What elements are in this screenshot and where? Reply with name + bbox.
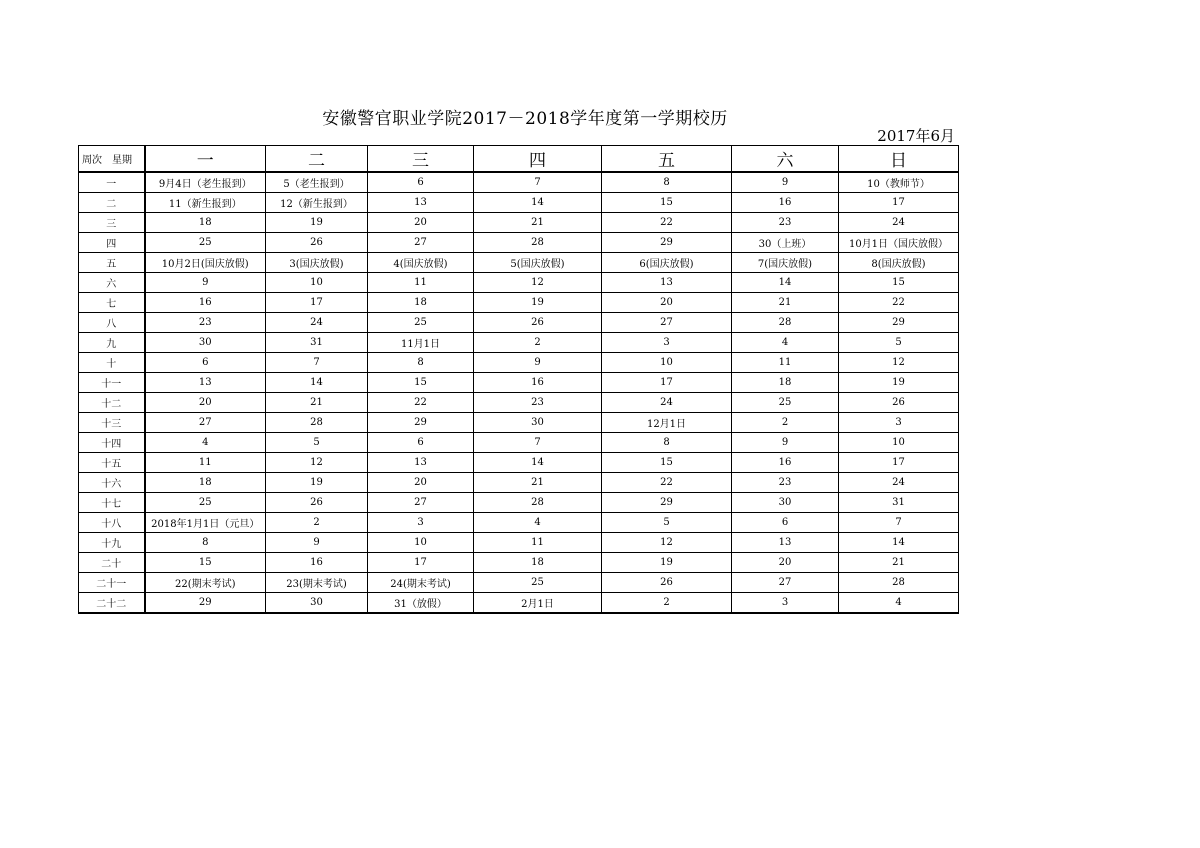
week-number: 十二: [79, 393, 145, 413]
date-cell: 30: [732, 493, 839, 513]
week-number: 八: [79, 313, 145, 333]
date-cell: 9: [474, 353, 602, 373]
date-cell: 2: [474, 333, 602, 353]
date-cell: 9: [266, 533, 368, 553]
date-cell: 10月1日（国庆放假）: [839, 233, 959, 253]
date-cell: 21: [474, 473, 602, 493]
date-cell: 29: [368, 413, 474, 433]
date-cell: 10月2日(国庆放假): [145, 253, 266, 273]
date-cell: 2月1日: [474, 593, 602, 614]
date-cell: 9: [145, 273, 266, 293]
week-number: 十: [79, 353, 145, 373]
date-cell: 18: [474, 553, 602, 573]
date-cell: 6: [368, 172, 474, 193]
date-cell: 16: [145, 293, 266, 313]
week-row: [79, 293, 959, 313]
week-number: 十四: [79, 433, 145, 453]
week-row: [79, 193, 959, 213]
date-cell: 15: [368, 373, 474, 393]
date-cell: 6: [145, 353, 266, 373]
date-cell: 21: [266, 393, 368, 413]
date-cell: 23: [732, 473, 839, 493]
date-cell: 12（新生报到）: [266, 193, 368, 213]
week-number: 十三: [79, 413, 145, 433]
date-cell: 19: [266, 473, 368, 493]
date-cell: 27: [602, 313, 732, 333]
date-cell: 5(国庆放假): [474, 253, 602, 273]
week-row: [79, 353, 959, 373]
date-cell: 30: [266, 593, 368, 614]
week-row: [79, 213, 959, 233]
date-cell: 28: [839, 573, 959, 593]
week-row: [79, 553, 959, 573]
date-cell: 26: [602, 573, 732, 593]
date-cell: 27: [368, 233, 474, 253]
date-cell: 25: [145, 493, 266, 513]
week-number: 二十一: [79, 573, 145, 593]
date-cell: 24: [839, 213, 959, 233]
date-cell: 2: [266, 513, 368, 533]
date-cell: 16: [732, 453, 839, 473]
date-cell: 8(国庆放假): [839, 253, 959, 273]
date-cell: 29: [145, 593, 266, 614]
day-header: 一: [145, 146, 266, 173]
date-cell: 8: [602, 172, 732, 193]
corner-header: 周次 星期: [79, 146, 145, 173]
date-cell: 23: [732, 213, 839, 233]
date-cell: 7(国庆放假): [732, 253, 839, 273]
date-cell: 3: [368, 513, 474, 533]
week-row: [79, 393, 959, 413]
date-cell: 4: [839, 593, 959, 614]
date-cell: 17: [839, 453, 959, 473]
date-cell: 29: [602, 233, 732, 253]
date-cell: 24: [839, 473, 959, 493]
date-cell: 23(期末考试): [266, 573, 368, 593]
date-cell: 13: [732, 533, 839, 553]
date-cell: 16: [732, 193, 839, 213]
week-number: 十九: [79, 533, 145, 553]
day-header: 日: [839, 146, 959, 173]
date-cell: 2018年1月1日（元旦）: [145, 513, 266, 533]
date-cell: 5: [602, 513, 732, 533]
date-cell: 7: [839, 513, 959, 533]
date-cell: 15: [602, 453, 732, 473]
day-header: 五: [602, 146, 732, 173]
date-cell: 17: [368, 553, 474, 573]
date-cell: 4: [732, 333, 839, 353]
date-cell: 3: [732, 593, 839, 614]
date-cell: 19: [602, 553, 732, 573]
week-row: [79, 533, 959, 553]
date-cell: 14: [474, 193, 602, 213]
date-cell: 25: [732, 393, 839, 413]
week-row: [79, 233, 959, 253]
date-cell: 30: [474, 413, 602, 433]
date-cell: 12月1日: [602, 413, 732, 433]
date-cell: 5: [266, 433, 368, 453]
date-cell: 24: [602, 393, 732, 413]
date-cell: 23: [145, 313, 266, 333]
date-cell: 11: [474, 533, 602, 553]
date-cell: 9: [732, 172, 839, 193]
date-cell: 22: [602, 473, 732, 493]
date-cell: 4: [474, 513, 602, 533]
date-cell: 31: [839, 493, 959, 513]
date-cell: 6: [368, 433, 474, 453]
date-cell: 4: [145, 433, 266, 453]
date-cell: 14: [266, 373, 368, 393]
date-cell: 11（新生报到）: [145, 193, 266, 213]
date-cell: 26: [266, 233, 368, 253]
date-cell: 26: [474, 313, 602, 333]
day-header: 三: [368, 146, 474, 173]
date-cell: 30: [145, 333, 266, 353]
week-row: [79, 313, 959, 333]
date-cell: 9: [732, 433, 839, 453]
date-cell: 18: [145, 213, 266, 233]
date-cell: 12: [474, 273, 602, 293]
date-cell: 10: [266, 273, 368, 293]
date-cell: 18: [732, 373, 839, 393]
week-number: 十五: [79, 453, 145, 473]
week-number: 十一: [79, 373, 145, 393]
date-cell: 3: [839, 413, 959, 433]
date-cell: 11: [145, 453, 266, 473]
date-cell: 22: [368, 393, 474, 413]
week-number: 六: [79, 273, 145, 293]
week-number: 十六: [79, 473, 145, 493]
date-cell: 26: [266, 493, 368, 513]
date-cell: 15: [145, 553, 266, 573]
week-number: 十八: [79, 513, 145, 533]
date-cell: 11: [368, 273, 474, 293]
header-row: [79, 146, 959, 173]
date-cell: 17: [602, 373, 732, 393]
date-cell: 10: [839, 433, 959, 453]
date-cell: 28: [266, 413, 368, 433]
date-cell: 21: [474, 213, 602, 233]
date-cell: 20: [368, 473, 474, 493]
date-cell: 15: [839, 273, 959, 293]
week-row: [79, 273, 959, 293]
week-number: 五: [79, 253, 145, 273]
week-row: [79, 593, 959, 614]
date-cell: 14: [474, 453, 602, 473]
date-cell: 19: [839, 373, 959, 393]
date-cell: 17: [839, 193, 959, 213]
date-cell: 22: [839, 293, 959, 313]
week-number: 一: [79, 172, 145, 193]
date-cell: 3(国庆放假): [266, 253, 368, 273]
date-cell: 5: [839, 333, 959, 353]
date-cell: 11月1日: [368, 333, 474, 353]
page-title: 安徽警官职业学院2017－2018学年度第一学期校历: [322, 109, 728, 129]
week-row: [79, 373, 959, 393]
date-cell: 14: [732, 273, 839, 293]
week-number: 九: [79, 333, 145, 353]
date-cell: 31: [266, 333, 368, 353]
date-cell: 18: [368, 293, 474, 313]
date-cell: 13: [368, 193, 474, 213]
date-cell: 7: [474, 433, 602, 453]
date-cell: 10: [368, 533, 474, 553]
date-cell: 13: [145, 373, 266, 393]
date-cell: 24: [266, 313, 368, 333]
date-cell: 21: [839, 553, 959, 573]
date-cell: 14: [839, 533, 959, 553]
date-cell: 29: [602, 493, 732, 513]
week-row: [79, 493, 959, 513]
week-row: [79, 433, 959, 453]
date-cell: 31（放假）: [368, 593, 474, 614]
week-row: [79, 253, 959, 273]
week-number: 三: [79, 213, 145, 233]
date-cell: 19: [266, 213, 368, 233]
date-cell: 10（教师节）: [839, 172, 959, 193]
date-cell: 3: [602, 333, 732, 353]
date-cell: 21: [732, 293, 839, 313]
week-row: [79, 172, 959, 193]
date-cell: 26: [839, 393, 959, 413]
date-cell: 29: [839, 313, 959, 333]
week-row: [79, 473, 959, 493]
day-header: 四: [474, 146, 602, 173]
date-cell: 16: [474, 373, 602, 393]
date-cell: 5（老生报到）: [266, 172, 368, 193]
week-number: 七: [79, 293, 145, 313]
week-number: 四: [79, 233, 145, 253]
date-cell: 2: [732, 413, 839, 433]
date-cell: 6: [732, 513, 839, 533]
date-cell: 27: [145, 413, 266, 433]
date-cell: 22(期末考试): [145, 573, 266, 593]
day-header: 六: [732, 146, 839, 173]
week-number: 二十二: [79, 593, 145, 614]
date-cell: 23: [474, 393, 602, 413]
week-number: 二: [79, 193, 145, 213]
date-cell: 27: [368, 493, 474, 513]
week-row: [79, 453, 959, 473]
week-row: [79, 333, 959, 353]
date-cell: 6(国庆放假): [602, 253, 732, 273]
date-cell: 22: [602, 213, 732, 233]
date-cell: 17: [266, 293, 368, 313]
date-cell: 10: [602, 353, 732, 373]
date-cell: 12: [839, 353, 959, 373]
date-cell: 20: [145, 393, 266, 413]
date-cell: 20: [368, 213, 474, 233]
date-cell: 25: [368, 313, 474, 333]
date-cell: 18: [145, 473, 266, 493]
date-cell: 12: [602, 533, 732, 553]
date-cell: 8: [368, 353, 474, 373]
date-cell: 13: [368, 453, 474, 473]
week-number: 十七: [79, 493, 145, 513]
date-cell: 25: [145, 233, 266, 253]
date-cell: 27: [732, 573, 839, 593]
date-cell: 16: [266, 553, 368, 573]
date-cell: 11: [732, 353, 839, 373]
date-cell: 19: [474, 293, 602, 313]
week-row: [79, 513, 959, 533]
date-cell: 30（上班）: [732, 233, 839, 253]
date-cell: 7: [266, 353, 368, 373]
date-cell: 15: [602, 193, 732, 213]
date-cell: 28: [474, 233, 602, 253]
date-cell: 20: [602, 293, 732, 313]
date-cell: 9月4日（老生报到）: [145, 172, 266, 193]
date-cell: 28: [732, 313, 839, 333]
week-number: 二十: [79, 553, 145, 573]
week-row: [79, 573, 959, 593]
issue-date: 2017年6月: [877, 127, 955, 145]
calendar-body: [79, 172, 959, 613]
date-cell: 24(期末考试): [368, 573, 474, 593]
date-cell: 12: [266, 453, 368, 473]
date-cell: 7: [474, 172, 602, 193]
calendar-table: [78, 145, 959, 614]
date-cell: 4(国庆放假): [368, 253, 474, 273]
date-cell: 2: [602, 593, 732, 614]
week-row: [79, 413, 959, 433]
date-cell: 13: [602, 273, 732, 293]
day-header: 二: [266, 146, 368, 173]
date-cell: 8: [602, 433, 732, 453]
date-cell: 25: [474, 573, 602, 593]
date-cell: 20: [732, 553, 839, 573]
date-cell: 8: [145, 533, 266, 553]
date-cell: 28: [474, 493, 602, 513]
